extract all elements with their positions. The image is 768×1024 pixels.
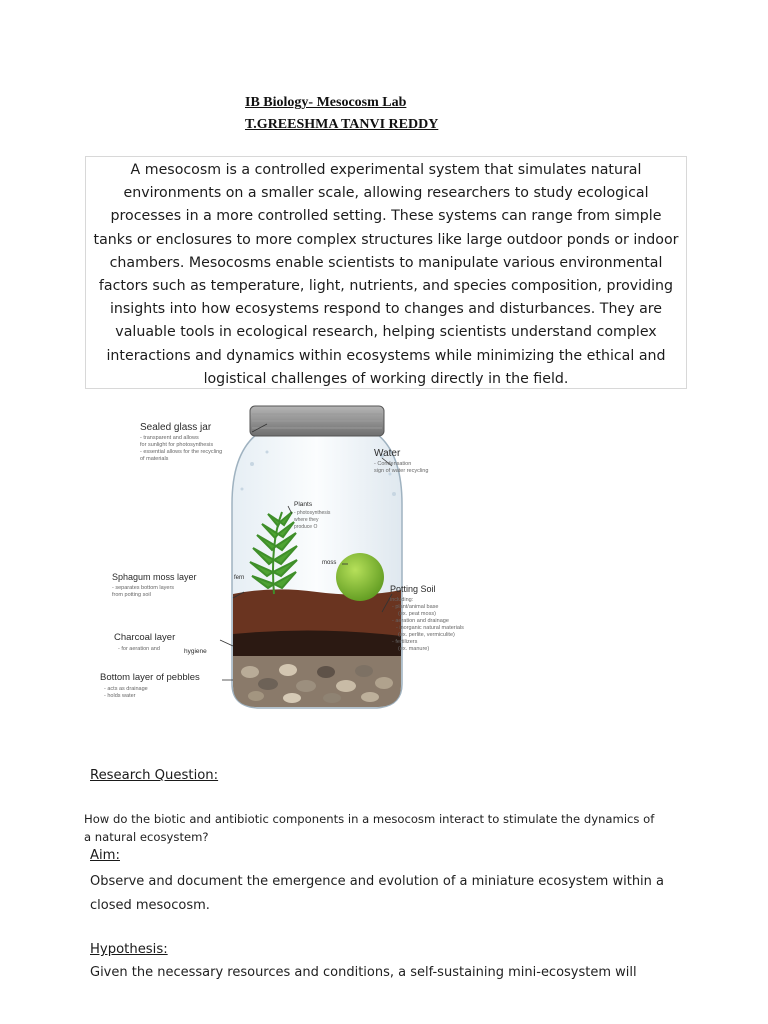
label-fern: fern [234, 575, 245, 581]
label-water: Water [374, 448, 401, 459]
hypothesis-line-1: Given the necessary resources and conditions, a self-sustaining mini-ecosystem will [90, 965, 637, 980]
sublabel-soil-1: including: [390, 597, 414, 603]
sublabel-pebbles-1: - acts as drainage [104, 686, 148, 692]
sublabel-plants-1: - photosynthesis [294, 510, 331, 516]
hypothesis-text [90, 964, 710, 982]
research-question-line-2: a natural ecosystem? [84, 830, 209, 844]
label-charcoal: Charcoal layer [114, 632, 176, 643]
sublabel-soil-3: (ex. peat moss) [398, 611, 436, 617]
label-pebbles: Bottom layer of pebbles [100, 672, 200, 683]
label-moss: moss [322, 560, 337, 566]
sublabel-pebbles-2: - holds water [104, 693, 136, 699]
mesocosm-diagram [92, 394, 532, 720]
document-author: T.GREESHMA TANVI REDDY [245, 117, 439, 132]
sublabel-sphagnum-2: from potting soil [112, 592, 151, 598]
research-question-line-1: How do the biotic and antibiotic components in a mesocosm interact to stimulate the dynamics of [84, 812, 655, 826]
label-hygiene: hygiene [184, 648, 207, 655]
sublabel-soil-6: (ex. perlite, vermiculite) [398, 632, 455, 638]
hypothesis-heading: Hypothesis: [90, 942, 168, 957]
aim-line-2: closed mesocosm. [90, 898, 210, 913]
intro-text-box: A mesocosm is a controlled experimental system that simulates natural environments on a smaller scale, allowing researchers to study ecological processes in a more controlled setting. These systems can range from simple tanks or enclosures to more complex structures like large outdoor ponds or indoor chambers. Mesocosms enable scientists to manipulate various environmental factors such as temperature, light, nutrients, and species composition, providing insights into how ecosystems respond to changes and disturbances. They are valuable tools in ecological research, helping scientists understand complex interactions and dynamics within ecosystems while minimizing the ethical and logistical challenges of working directly in the field. [85, 156, 687, 389]
sublabel-jar-4: of materials [140, 456, 169, 462]
sublabel-jar-3: - essential allows for the recycling [140, 449, 223, 455]
sublabel-soil-4: - aeration and drainage [392, 618, 449, 624]
aim-heading: Aim: [90, 848, 120, 863]
sublabel-sphagnum-1: - separates bottom layers [112, 585, 175, 591]
sublabel-charcoal-1: - for aeration and [118, 646, 160, 652]
research-question-text [84, 810, 704, 846]
sublabel-jar-1: - transparent and allows [140, 435, 199, 441]
aim-line-1: Observe and document the emergence and evolution of a miniature ecosystem within a [90, 874, 665, 889]
label-plants: Plants [294, 501, 313, 508]
sublabel-soil-5: - inorganic natural materials [396, 625, 464, 631]
sublabel-jar-2: for sunlight for photosynthesis [140, 442, 214, 448]
sublabel-soil-8: (ex. manure) [398, 646, 430, 652]
label-potting-soil: Potting Soil [390, 584, 436, 594]
aim-text [90, 870, 710, 918]
research-question-heading: Research Question: [90, 768, 219, 783]
label-sealed-jar: Sealed glass jar [140, 422, 212, 433]
sublabel-water-1: - Condensation [374, 461, 412, 467]
sublabel-soil-7: - fertilizers [392, 639, 418, 645]
sublabel-soil-2: - plant/animal base [392, 604, 439, 610]
label-sphagnum: Sphagum moss layer [112, 572, 197, 582]
sublabel-plants-3: produce O [294, 524, 318, 530]
sublabel-plants-2: where they [294, 517, 319, 523]
document-title: IB Biology- Mesocosm Lab [245, 95, 407, 110]
sublabel-water-2: sign of water recycling [374, 468, 429, 474]
